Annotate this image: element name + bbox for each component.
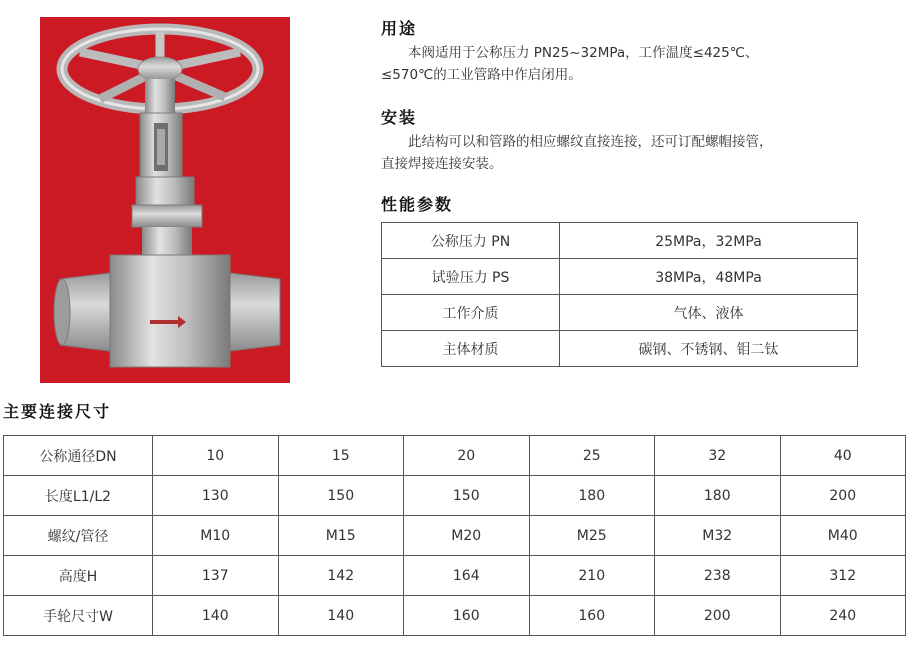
install-line-1: 此结构可以和管路的相应螺纹直接连接，还可订配螺帽接管， [408, 134, 773, 150]
table-row [4, 596, 906, 636]
performance-value: 碳钢、不锈钢、钼二钛 [560, 331, 858, 367]
dimension-label: 高度H [4, 556, 153, 596]
dimension-cell: 32 [655, 436, 781, 476]
dimension-cell: M32 [655, 516, 781, 556]
usage-title: 用途 [381, 19, 418, 38]
dimension-cell: 40 [780, 436, 906, 476]
usage-line-1: 本阀适用于公称压力 PN25~32MPa，工作温度≤425℃、 [408, 45, 759, 61]
dimension-cell: 180 [529, 476, 655, 516]
table-row [4, 516, 906, 556]
dimension-cell: 200 [655, 596, 781, 636]
performance-label: 试验压力 PS [382, 259, 560, 295]
dimension-cell: 130 [153, 476, 279, 516]
install-line-2: 直接焊接连接安装。 [381, 156, 503, 172]
dimension-label: 公称通径DN [4, 436, 153, 476]
dimension-label: 手轮尺寸W [4, 596, 153, 636]
dimension-cell: 20 [404, 436, 530, 476]
dimension-cell: 200 [780, 476, 906, 516]
install-title: 安装 [381, 108, 418, 127]
performance-value: 气体、液体 [560, 295, 858, 331]
dimension-cell: 160 [529, 596, 655, 636]
performance-label: 主体材质 [382, 331, 560, 367]
dimension-cell: M25 [529, 516, 655, 556]
dimension-cell: 25 [529, 436, 655, 476]
dimension-cell: M20 [404, 516, 530, 556]
table-row [382, 331, 858, 367]
dimension-cell: 140 [153, 596, 279, 636]
dimension-cell: M15 [278, 516, 404, 556]
table-row [382, 223, 858, 259]
performance-value: 38MPa，48MPa [560, 259, 858, 295]
product-photo [40, 17, 290, 383]
dimension-cell: 240 [780, 596, 906, 636]
dimension-cell: M10 [153, 516, 279, 556]
dimension-cell: 140 [278, 596, 404, 636]
valve-body [54, 255, 280, 367]
dimension-label: 长度L1/L2 [4, 476, 153, 516]
dimension-cell: 210 [529, 556, 655, 596]
table-row [4, 476, 906, 516]
dimension-cell: 137 [153, 556, 279, 596]
dimension-cell: M40 [780, 516, 906, 556]
dimension-cell: 164 [404, 556, 530, 596]
dimension-cell: 15 [278, 436, 404, 476]
dimension-label: 螺纹/管径 [4, 516, 153, 556]
dimension-cell: 160 [404, 596, 530, 636]
performance-value: 25MPa，32MPa [560, 223, 858, 259]
usage-text [381, 42, 758, 86]
dimension-cell: 10 [153, 436, 279, 476]
table-row [4, 436, 906, 476]
performance-label: 公称压力 PN [382, 223, 560, 259]
dimensions-table [3, 435, 906, 636]
dimension-cell: 150 [404, 476, 530, 516]
table-row [382, 259, 858, 295]
install-text [381, 131, 773, 175]
valve-illustration [40, 17, 290, 383]
usage-line-2: ≤570℃的工业管路中作启闭用。 [381, 67, 582, 83]
dimension-cell: 238 [655, 556, 781, 596]
dimension-cell: 180 [655, 476, 781, 516]
dimension-cell: 142 [278, 556, 404, 596]
dimension-cell: 312 [780, 556, 906, 596]
performance-label: 工作介质 [382, 295, 560, 331]
performance-title: 性能参数 [381, 195, 454, 214]
dimension-cell: 150 [278, 476, 404, 516]
performance-table [381, 222, 858, 367]
table-row [382, 295, 858, 331]
dimensions-title: 主要连接尺寸 [3, 402, 112, 421]
table-row [4, 556, 906, 596]
